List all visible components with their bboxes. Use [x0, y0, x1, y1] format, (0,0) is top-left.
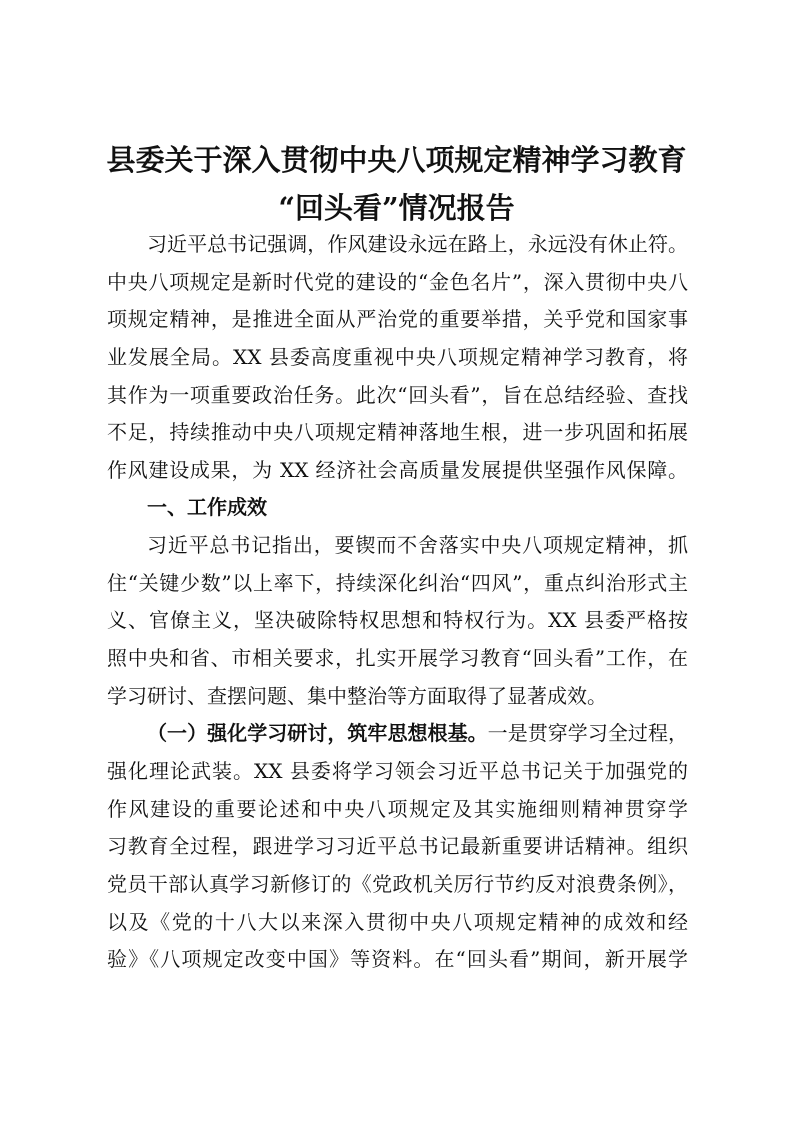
paragraph-line: 强化理论武装。XX 县委将学习领会习近平总书记关于加强党的: [107, 758, 688, 783]
section-heading: 一、工作成效: [147, 495, 267, 520]
subsection-lead-text: 一是贯穿学习全过程，: [487, 721, 689, 746]
paragraph-line: 党员干部认真学习新修订的《党政机关厉行节约反对浪费条例》，: [107, 871, 688, 896]
subsection-paragraph: [107, 715, 688, 978]
paragraph-line: 义、官僚主义，坚决破除特权思想和特权行为。XX 县委严格按: [107, 608, 688, 633]
document-title: [100, 136, 693, 232]
paragraph-line: 项规定精神，是推进全面从严治党的重要举措，关乎党和国家事: [107, 307, 688, 332]
paragraph-line: 中央八项规定是新时代党的建设的“金色名片”，深入贯彻中央八: [107, 269, 688, 294]
paragraph-line: 业发展全局。XX 县委高度重视中央八项规定精神学习教育，将: [107, 344, 688, 369]
paragraph-line: [107, 715, 688, 753]
paragraph-line: 验》《八项规定改变中国》等资料。在“回头看”期间，新开展学: [107, 947, 688, 972]
section-paragraph: [107, 527, 688, 715]
paragraph-line: 以及《党的十八大以来深入贯彻中央八项规定精神的成效和经: [107, 909, 688, 934]
title-line-1: 县委关于深入贯彻中央八项规定精神学习教育: [106, 143, 687, 177]
subsection-heading: （一）强化学习研讨，筑牢思想根基。: [147, 721, 488, 746]
paragraph-line: 习近平总书记强调，作风建设永远在路上，永远没有休止符。: [147, 232, 688, 256]
document-body: [107, 226, 688, 979]
paragraph-line: 学习研讨、查摆问题、集中整治等方面取得了显著成效。: [107, 683, 607, 708]
paragraph-line: 习教育全过程，跟进学习习近平总书记最新重要讲话精神。组织: [107, 834, 688, 859]
intro-paragraph: [107, 226, 688, 489]
paragraph-line: 住“关键少数”以上率下，持续深化纠治“四风”，重点纠治形式主: [107, 570, 688, 595]
paragraph-line: 其作为一项重要政治任务。此次“回头看”，旨在总结经验、查找: [107, 382, 688, 407]
title-line-2: “回头看”情况报告: [278, 191, 515, 225]
paragraph-line: 习近平总书记指出，要锲而不舍落实中央八项规定精神，抓: [147, 533, 688, 558]
paragraph-line: 照中央和省、市相关要求，扎实开展学习教育“回头看”工作，在: [107, 646, 688, 671]
paragraph-line: 不足，持续推动中央八项规定精神落地生根，进一步巩固和拓展: [107, 420, 688, 445]
paragraph-line: 作风建设的重要论述和中央八项规定及其实施细则精神贯穿学: [107, 796, 688, 821]
paragraph-line: 作风建设成果，为 XX 经济社会高质量发展提供坚强作风保障。: [107, 457, 688, 482]
